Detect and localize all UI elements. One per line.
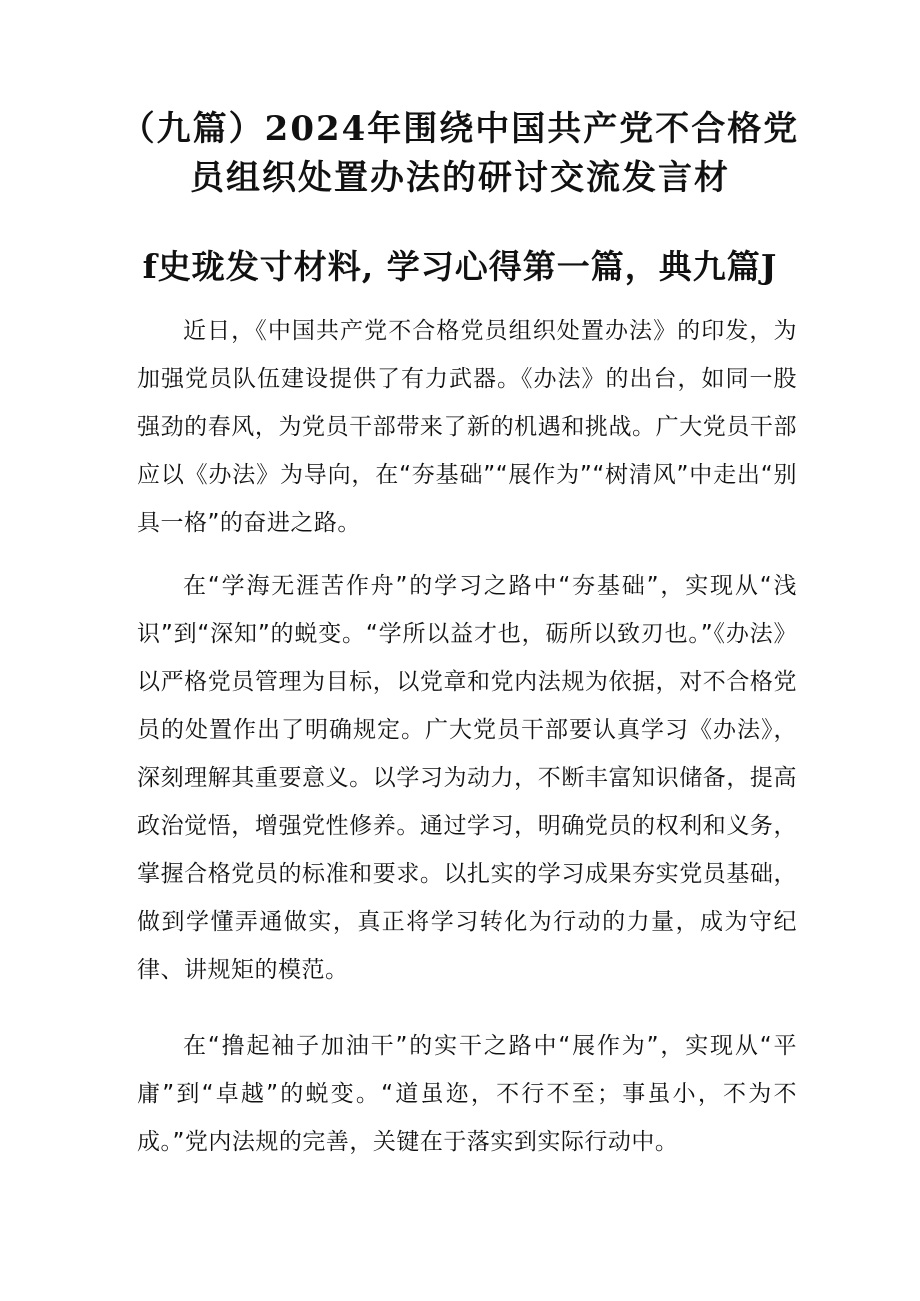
body-paragraph-1: 近日，《中国共产党不合格党员组织处置办法》的印发，为加强党员队伍建设提供了有力武器。《办法》的出台，如同一股强劲的春风，为党员干部带来了新的机遇和挑战。广大党员干部应以《办法》为导向，在“夯基础”“展作为”“树清风”中走出“别具一格”的奋进之路。 bbox=[137, 318, 797, 536]
body-paragraph-3: 在“撸起袖子加油干”的实干之路中“展作为”，实现从“平庸”到“卓越”的蜕变。“道虽迩，不行不至；事虽小，不为不成。”党内法规的完善，关键在于落实到实际行动中。 bbox=[137, 1033, 797, 1155]
document-title-line-1: （九篇）2024年围绕中国共产党不合格党 bbox=[120, 109, 800, 149]
document-title-line-2: 员组织处置办法的研讨交流发言材 bbox=[190, 158, 730, 198]
body-paragraph-2: 在“学海无涯苦作舟”的学习之路中“夯基础”，实现从“浅识”到“深知”的蜕变。“学所以益才也，砺所以致刃也。”《办法》以严格党员管理为目标，以党章和党内法规为依据，对不合格党员的处置作出了明确规定。广大党员干部要认真学习《办法》，深刻理解其重要意义。以学习为动力，不断丰富知识储备，提高政治觉悟，增强党性修养。通过学习，明确党员的权利和义务，掌握合格党员的标准和要求。以扎实的学习成果夯实党员基础，做到学懂弄通做实，真正将学习转化为行动的力量，成为守纪律、讲规矩的模范。 bbox=[137, 573, 797, 983]
document-subtitle: f史珑发寸材料, 学习心得第一篇，典九篇J bbox=[142, 247, 778, 286]
